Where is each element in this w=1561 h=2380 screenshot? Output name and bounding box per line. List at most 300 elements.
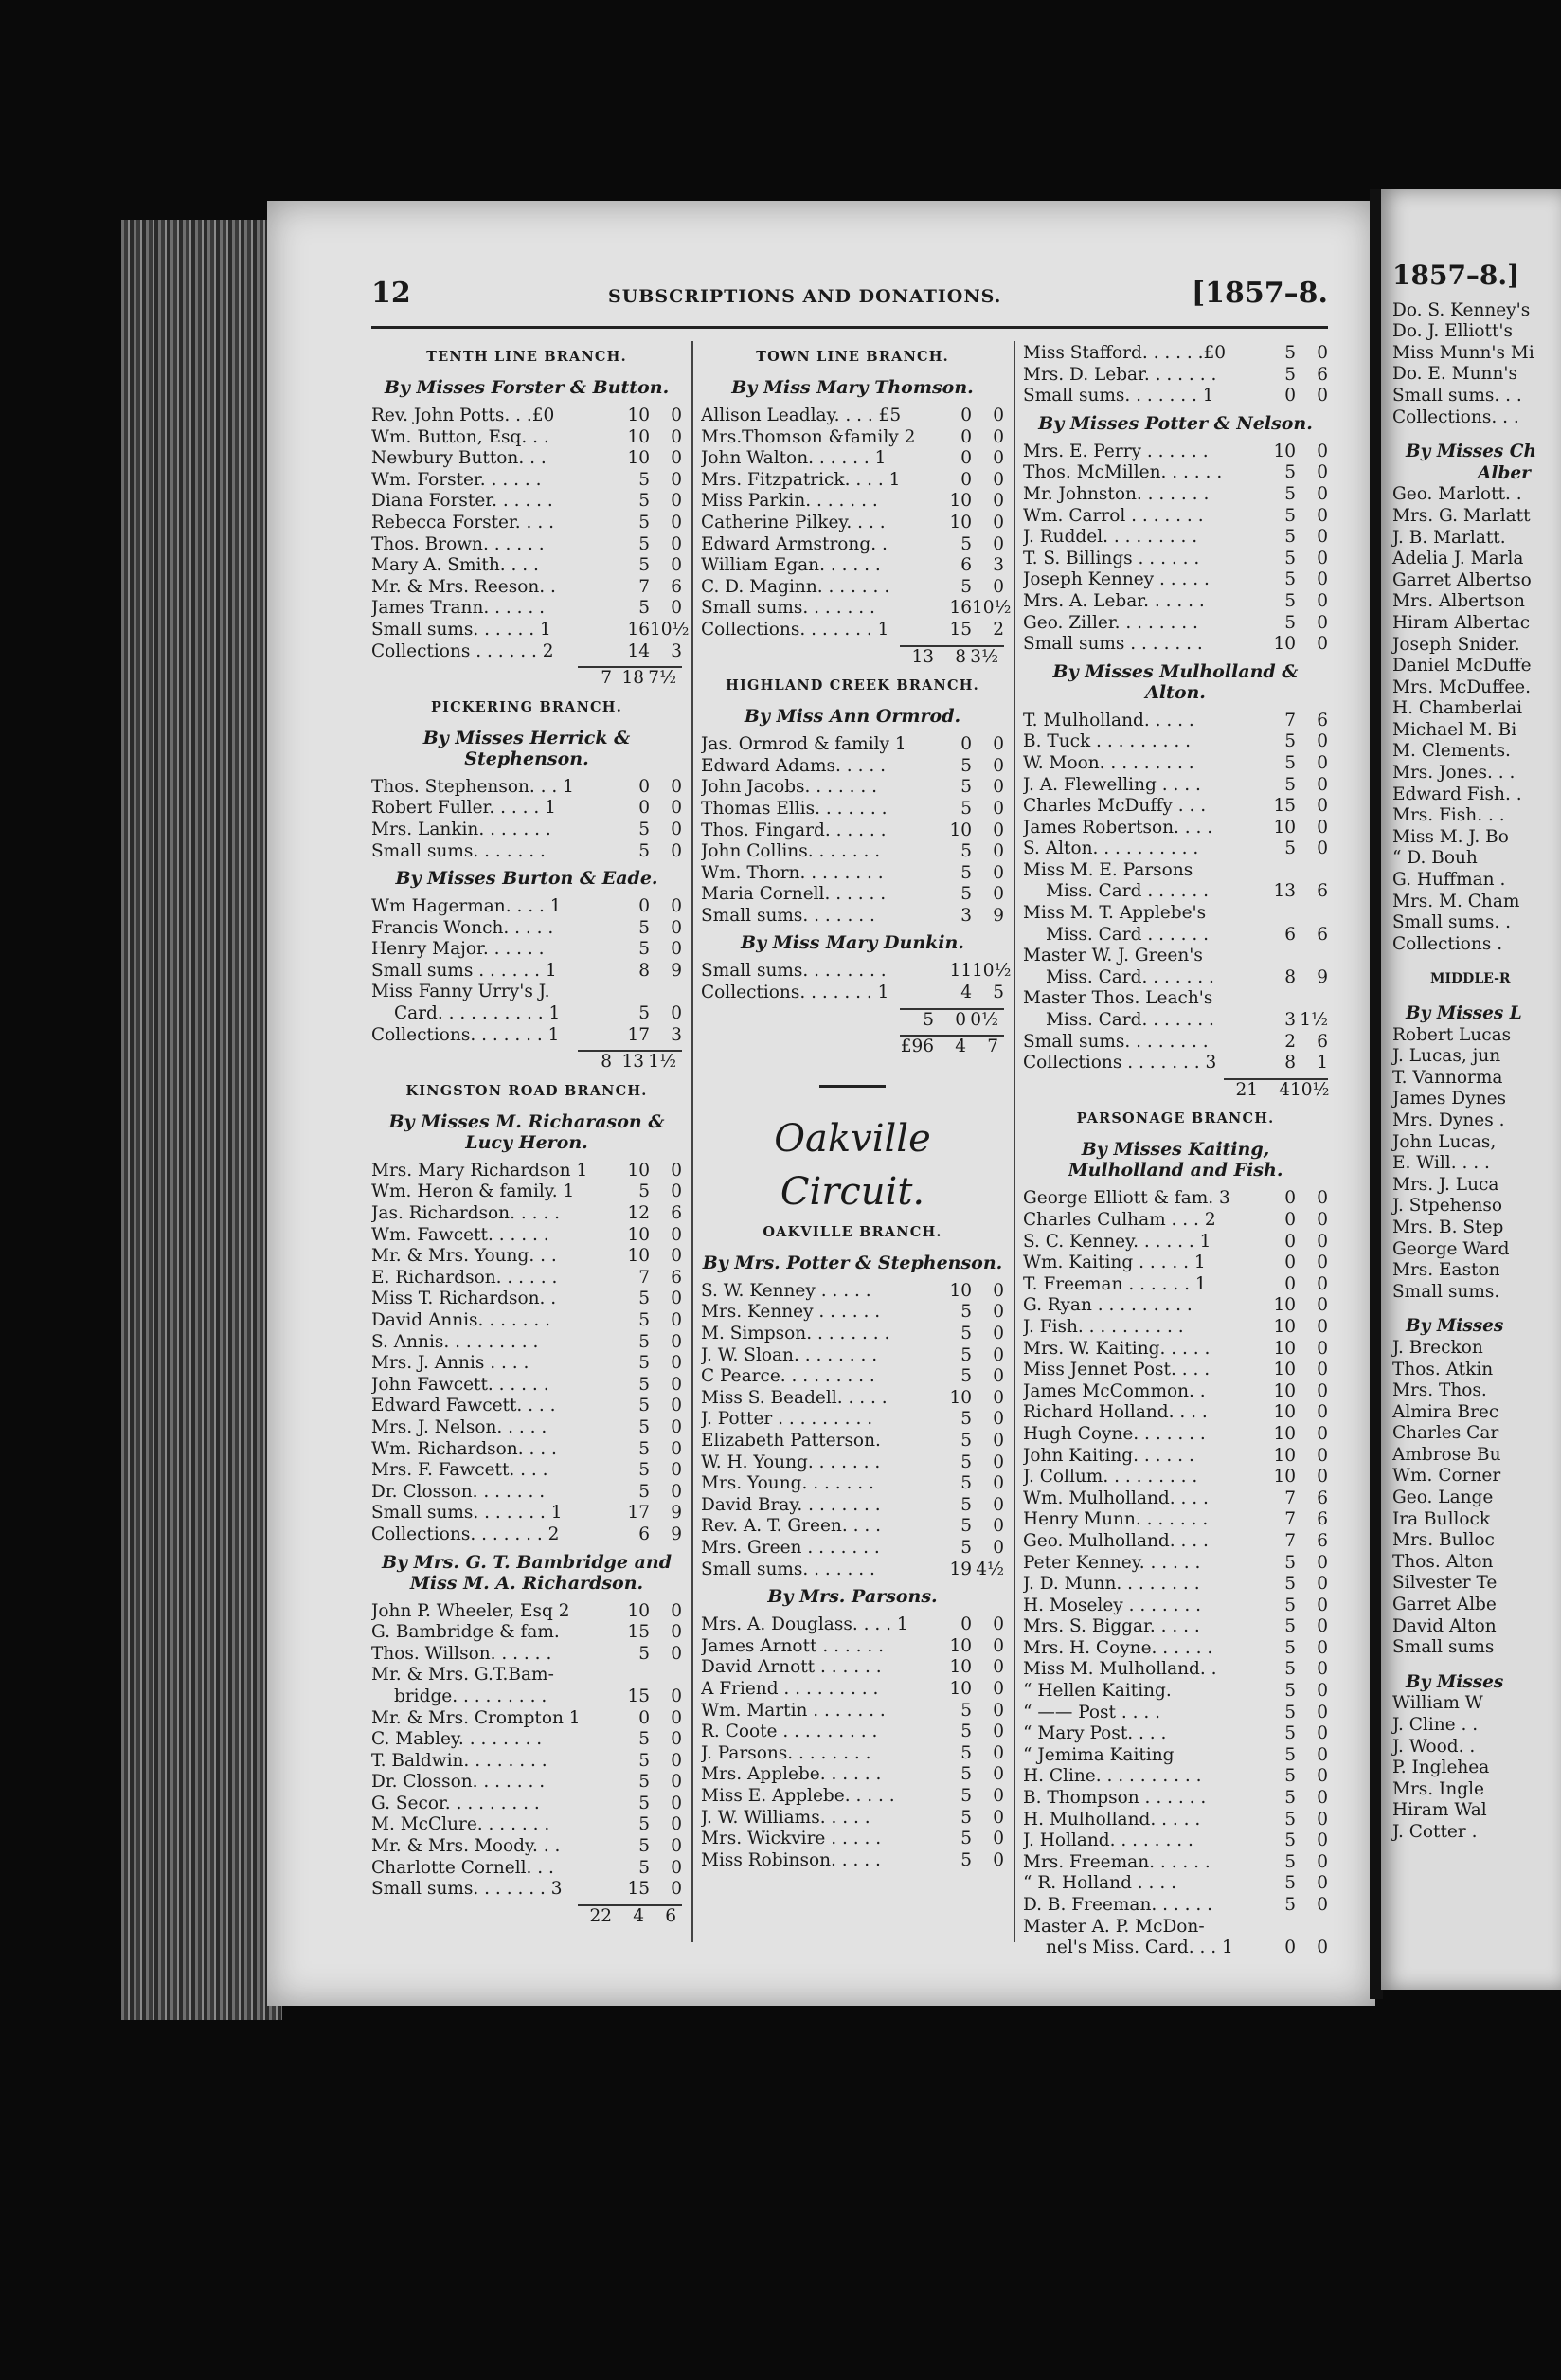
amount-shillings (1264, 1917, 1296, 1938)
amount-shillings: 5 (960, 1431, 972, 1451)
total-row (371, 1904, 682, 1926)
amount-pence: 0 (1317, 1423, 1328, 1444)
amount-shillings: 5 (638, 1416, 650, 1437)
amount-pence: 0 (1317, 1744, 1328, 1765)
entry-name: James Trann. . . . . . (371, 598, 546, 619)
entry-row (1023, 881, 1328, 903)
amount-pence: 0 (1317, 1659, 1328, 1680)
amount-pence: 0 (993, 1366, 1004, 1387)
entry-name: Geo. Mulholland. . . . (1023, 1530, 1209, 1551)
entry-name: Dr. Closson. . . . . . . (371, 1481, 546, 1502)
entry-row (1023, 1317, 1328, 1339)
amount-pence: 0 (1317, 462, 1328, 483)
entry-row (1023, 1467, 1328, 1488)
amount-pence: 6 (1317, 1509, 1328, 1530)
amount-shillings: 5 (638, 1772, 650, 1793)
total-amount (578, 1904, 682, 1926)
amount-pence: 0 (1317, 569, 1328, 590)
amount-pence: 0 (671, 1246, 682, 1267)
amount-pence: 2 (993, 619, 1004, 640)
entry-name: Mr. & Mrs. Reeson. . (371, 576, 556, 597)
entry-name: Mrs. H. Coyne. . . . . . (1023, 1637, 1213, 1658)
amount-pence: 0 (671, 598, 682, 619)
entry-name: Small sums. . . . . . . (701, 1559, 875, 1579)
entry-name: Wm. Fawcett. . . . . . (371, 1224, 549, 1245)
amount-pence: 0 (671, 939, 682, 960)
amount-pence: 9 (671, 1503, 682, 1524)
amount-shillings: 8 (955, 646, 966, 667)
entry-name: John Fawcett. . . . . . (371, 1374, 549, 1395)
page-title: SUBSCRIPTIONS AND DONATIONS. (608, 286, 1002, 307)
entry-row (371, 961, 682, 983)
amount-pence: 0 (1317, 1316, 1328, 1337)
entry-name: Mrs. Young. . . . . . . (701, 1473, 874, 1494)
amount-shillings: 5 (638, 1814, 650, 1835)
entry-name: J. Ruddel. . . . . . . . . (1023, 527, 1198, 548)
right-page-line: Mrs. Ingle (1392, 1778, 1484, 1799)
entry-row (371, 1025, 682, 1047)
entry-row (371, 641, 682, 663)
entry-row (1023, 1010, 1328, 1032)
right-page-line (1392, 1659, 1536, 1672)
amount-shillings: 5 (1284, 1766, 1296, 1787)
column-2 (701, 343, 1012, 1871)
amount-pence (1296, 946, 1328, 967)
amount-pence: 0 (1317, 343, 1328, 363)
amount-shillings: 5 (1284, 1744, 1296, 1765)
amount-shillings (618, 1665, 650, 1686)
amount-pence: 0 (993, 1678, 1004, 1699)
entry-name: Wm. Heron & family. 1 (371, 1181, 575, 1202)
amount-shillings: 10 (1273, 1295, 1296, 1316)
amount-pence: 0 (993, 1657, 1004, 1678)
entry-name: W. H. Young. . . . . . . (701, 1451, 881, 1472)
amount-pence: 0 (1317, 1681, 1328, 1702)
amount-shillings: 15 (627, 1622, 650, 1643)
amount-pence: 0 (671, 406, 682, 425)
entry-row (1023, 1488, 1328, 1510)
entry-name: Mr. & Mrs. Moody. . . (371, 1836, 561, 1857)
entry-name: J. A. Flewelling . . . . (1023, 774, 1201, 795)
amount-shillings: 5 (960, 1409, 972, 1430)
branch-heading: OAKVILLE BRANCH. (763, 1223, 942, 1240)
right-page-line: Mrs. J. Luca (1392, 1174, 1499, 1195)
amount-pence: 0 (1317, 1188, 1328, 1209)
amount-shillings: 5 (1284, 462, 1296, 483)
entry-name: J. Fish. . . . . . . . . . (1023, 1316, 1184, 1337)
entry-row (371, 1524, 682, 1546)
right-page-line: Geo. Marlott. . (1392, 484, 1522, 505)
amount-pence: 6 (665, 1905, 676, 1926)
amount-shillings: 0 (1284, 1253, 1296, 1273)
amount-shillings: 5 (960, 1849, 972, 1870)
entry-row (371, 896, 682, 918)
entry-row (371, 619, 690, 641)
entry-row (371, 1225, 682, 1247)
entry-name: Miss Robinson. . . . . (701, 1849, 881, 1870)
entry-name: H. Moseley . . . . . . . (1023, 1595, 1202, 1615)
amount-shillings (618, 982, 650, 1003)
entry-name: Wm. Carrol . . . . . . . (1023, 505, 1204, 526)
amount-pence: 0 (671, 533, 682, 554)
right-page-line: Alber (1478, 462, 1531, 483)
entry-name: J. W. Sloan. . . . . . . . (701, 1344, 878, 1365)
right-page-line: H. Chamberlai (1392, 698, 1523, 719)
entry-name: John Kaiting. . . . . . (1023, 1445, 1194, 1466)
amount-pence: 0 (993, 1807, 1004, 1828)
entry-name: Edward Adams. . . . . (701, 755, 886, 776)
entry-row (701, 1560, 1004, 1581)
amount-pence: 6 (1317, 924, 1328, 945)
amount-shillings: 5 (1284, 1552, 1296, 1573)
entry-row (1023, 613, 1328, 635)
branch-heading: HIGHLAND CREEK BRANCH. (726, 677, 979, 694)
collector-heading: By Miss Mary Thomson. (731, 377, 974, 398)
entry-row (701, 1808, 1004, 1830)
amount-shillings: 5 (1284, 548, 1296, 568)
amount-shillings: 8 (1284, 1053, 1296, 1073)
entry-row (1023, 1616, 1328, 1638)
amount-pence: 0 (993, 1614, 1004, 1635)
entry-name: John Jacobs. . . . . . . (701, 777, 877, 798)
right-page-line: Small sums (1392, 1637, 1495, 1658)
collector-heading: By Mrs. Parsons. (767, 1586, 938, 1608)
amount-shillings: 10 (627, 448, 650, 469)
entry-row (1023, 386, 1328, 407)
amount-shillings: 5 (1284, 612, 1296, 633)
entry-row (701, 1679, 1004, 1701)
amount-pence: 0 (1317, 1295, 1328, 1316)
page-year: [1857–8. (1191, 277, 1328, 310)
amount-shillings: 5 (1284, 1616, 1296, 1637)
amount-pence: 0 (671, 896, 682, 917)
entry-name: David Arnott . . . . . . (701, 1657, 882, 1678)
amount-shillings: 5 (960, 862, 972, 883)
amount-pence: 0 (671, 1857, 682, 1878)
amount-shillings: 5 (960, 1829, 972, 1849)
amount-shillings: 5 (638, 512, 650, 532)
amount-pence: 0 (1317, 590, 1328, 611)
entry-name: Collections. . . . . . . 2 (371, 1524, 560, 1544)
amount-shillings: 5 (638, 1310, 650, 1330)
amount-pence: 0 (671, 1729, 682, 1750)
right-page-line: P. Inglehea (1392, 1758, 1490, 1778)
amount-shillings: 5 (960, 1366, 972, 1387)
amount-pence: 0 (993, 1409, 1004, 1430)
entry-name: “ Hellen Kaiting. (1023, 1681, 1172, 1702)
total-row (1023, 1078, 1328, 1100)
entry-name: C Pearce. . . . . . . . . (701, 1366, 875, 1387)
entry-name: Small sums. . . . . . . (701, 598, 875, 619)
amount-pence: 6 (1317, 1031, 1328, 1052)
entry-name: John P. Wheeler, Esq 2 (371, 1600, 570, 1621)
amount-shillings: 12 (627, 1203, 650, 1224)
right-page-line: Garret Albertso (1392, 569, 1532, 590)
right-page-line: Miss M. J. Bo (1392, 826, 1509, 847)
entry-row (371, 427, 682, 449)
right-page-line: Charles Car (1392, 1423, 1499, 1444)
entry-name: Miss M. E. Parsons (1023, 859, 1193, 880)
entry-name: George Elliott & fam. 3 (1023, 1188, 1230, 1209)
amount-pence: 3 (671, 1024, 682, 1045)
entry-row (371, 1161, 682, 1182)
amount-shillings: 4 (955, 1037, 966, 1057)
entry-name: D. B. Freeman. . . . . . (1023, 1895, 1213, 1915)
entry-row (371, 1332, 682, 1354)
total-row (701, 1035, 1004, 1056)
amount-pence: 0 (993, 406, 1004, 425)
amount-shillings: 10 (1273, 1316, 1296, 1337)
right-page-line (1392, 990, 1536, 1003)
amount-pence: 0 (1317, 1938, 1328, 1958)
right-page-line: Collections. . . (1392, 406, 1519, 427)
right-page-text (1392, 260, 1536, 1844)
amount-pence: 0 (1317, 1552, 1328, 1573)
entry-row (701, 577, 1004, 599)
entry-name: Mrs. D. Lebar. . . . . . . (1023, 364, 1217, 385)
entry-name: Small sums . . . . . . . (1023, 634, 1203, 655)
amount-pence: 0 (1317, 774, 1328, 795)
entry-name: John Walton. . . . . . 1 (701, 448, 887, 469)
entry-name: Miss Parkin. . . . . . . (701, 491, 878, 512)
entry-row (701, 1829, 1004, 1850)
entry-row (1023, 1681, 1328, 1703)
entry-row (701, 1452, 1004, 1474)
amount-pence: 0 (1317, 1766, 1328, 1787)
entry-name: Mrs. Applebe. . . . . . (701, 1764, 882, 1785)
entry-name: Wm. Martin . . . . . . . (701, 1700, 886, 1721)
amount-pence: 0 (671, 1643, 682, 1664)
entry-name: Wm Hagerman. . . . 1 (371, 896, 562, 917)
right-page-line (1392, 955, 1536, 968)
entry-row (1023, 1531, 1328, 1553)
amount-pence: 0 (671, 1836, 682, 1857)
amount-shillings: 5 (960, 1537, 972, 1558)
right-page-line: Mrs. McDuffee. (1392, 676, 1532, 697)
amount-pence: 0 (1317, 612, 1328, 633)
right-page-line: Geo. Lange (1392, 1488, 1494, 1508)
right-page-line: William W (1392, 1693, 1483, 1714)
amount-pence: 10½ (972, 961, 1012, 982)
entry-name: Charles Culham . . . 2 (1023, 1210, 1216, 1230)
entry-name: Dr. Closson. . . . . . . (371, 1772, 546, 1793)
amount-shillings: 5 (638, 1353, 650, 1374)
amount-pence: 0 (993, 1635, 1004, 1656)
entry-row (1023, 775, 1328, 797)
entry-row (1023, 343, 1328, 365)
right-page-line: J. Lucas, jun (1392, 1046, 1501, 1067)
amount-pence: 1 (1317, 1053, 1328, 1073)
amount-pence: 0 (1317, 1253, 1328, 1273)
right-page-line: Small sums. . . (1392, 385, 1522, 406)
entry-row (701, 1431, 1004, 1452)
amount-shillings: 15 (949, 619, 972, 640)
amount-shillings: 5 (638, 1374, 650, 1395)
right-page-line: Adelia J. Marla (1392, 549, 1524, 569)
amount-pence: 0 (993, 1302, 1004, 1323)
entry-name: Miss. Card. . . . . . . (1046, 966, 1214, 987)
right-page-line: Do. E. Munn's (1392, 364, 1517, 385)
amount-shillings: 5 (1284, 1637, 1296, 1658)
amount-pence (1296, 1917, 1328, 1938)
entry-name: Wm. Kaiting . . . . . 1 (1023, 1253, 1206, 1273)
entry-row (371, 1289, 682, 1310)
amount-shillings: 3 (960, 905, 972, 926)
amount-pence: 0 (671, 1707, 682, 1728)
amount-pence: 0 (1317, 505, 1328, 526)
entry-row (371, 1751, 682, 1773)
entry-name: Mrs. Fitzpatrick. . . . 1 (701, 469, 901, 490)
amount-shillings: 5 (1284, 774, 1296, 795)
amount-shillings: 5 (1284, 1595, 1296, 1615)
entry-row (1023, 1295, 1328, 1317)
right-page-line: Ambrose Bu (1392, 1444, 1501, 1465)
amount-shillings: 4 (960, 983, 972, 1003)
entry-name: Thos. Brown. . . . . . (371, 533, 545, 554)
entry-row (1023, 1509, 1328, 1531)
left-page (267, 201, 1375, 2006)
amount-shillings: 5 (1284, 1809, 1296, 1830)
entry-name: Edward Armstrong. . (701, 533, 888, 554)
entry-name: S. W. Kenney . . . . . (701, 1280, 871, 1301)
amount-shillings: 0 (1284, 386, 1296, 406)
amount-shillings: 5 (638, 1729, 650, 1750)
right-page-line: E. Will. . . . (1392, 1153, 1490, 1174)
entry-row (371, 1203, 682, 1225)
right-page-line: Thos. Alton (1392, 1551, 1494, 1572)
column-1 (371, 343, 690, 1931)
amount-pence (1296, 988, 1328, 1010)
entry-row (1023, 860, 1328, 882)
amount-pence: 0 (1317, 1574, 1328, 1595)
amount-shillings: 0 (1284, 1231, 1296, 1252)
amount-pence (650, 1665, 682, 1686)
entry-name: 8 (601, 1052, 612, 1072)
amount-pence: 0 (993, 1431, 1004, 1451)
entry-name: T. Freeman . . . . . . 1 (1023, 1273, 1207, 1294)
amount-pence: 0 (1317, 731, 1328, 752)
amount-shillings: 11 (949, 961, 972, 982)
amount-shillings: 0 (960, 406, 972, 425)
amount-shillings: 5 (1284, 752, 1296, 773)
entry-row (701, 1614, 1004, 1636)
entry-row (1023, 711, 1328, 732)
amount-shillings: 5 (1284, 731, 1296, 752)
amount-shillings: 6 (1284, 924, 1296, 945)
right-page-line: By Misses L (1406, 1003, 1522, 1023)
amount-shillings: 10 (627, 1246, 650, 1267)
amount-shillings: 5 (960, 1344, 972, 1365)
entry-name: J. Holland. . . . . . . . (1023, 1830, 1193, 1851)
entry-name: Thos. Willson. . . . . . (371, 1643, 552, 1664)
amount-pence: 0 (1317, 1231, 1328, 1252)
entry-name: J. Potter . . . . . . . . . (701, 1409, 873, 1430)
amount-pence: 0 (1317, 1595, 1328, 1615)
right-page-line: Garret Albe (1392, 1595, 1497, 1615)
amount-pence: 10½ (1290, 1079, 1330, 1100)
amount-shillings: 5 (960, 1764, 972, 1785)
amount-pence: 0 (671, 448, 682, 469)
entry-row (1023, 753, 1328, 775)
amount-shillings: 5 (638, 1289, 650, 1309)
amount-pence: 0 (993, 755, 1004, 776)
right-page-line: By Misses (1406, 1671, 1504, 1692)
amount-pence: 0 (671, 1438, 682, 1459)
entry-name: Geo. Ziller. . . . . . . . (1023, 612, 1198, 633)
entry-row (371, 798, 682, 820)
amount-pence: 0 (993, 1722, 1004, 1742)
amount-pence: 0 (1317, 1873, 1328, 1894)
entry-name: Mrs. J. Nelson. . . . . (371, 1416, 547, 1437)
right-page-line: David Alton (1392, 1615, 1497, 1636)
entry-row (701, 620, 1004, 641)
entry-name: Mrs. Lankin. . . . . . . (371, 819, 551, 839)
amount-shillings: 5 (638, 840, 650, 861)
entry-row (371, 1794, 682, 1815)
entry-row (371, 1003, 682, 1025)
amount-shillings: 0 (638, 896, 650, 917)
entry-row (371, 820, 682, 841)
amount-pence: 0 (1317, 1830, 1328, 1851)
amount-pence: 0 (1317, 796, 1328, 817)
amount-shillings: 15 (1273, 796, 1296, 817)
amount-pence: 0 (671, 1160, 682, 1181)
entry-row (1023, 925, 1328, 947)
entry-row (1023, 1402, 1328, 1424)
entry-name: Richard Holland. . . . (1023, 1402, 1208, 1423)
amount-shillings (1264, 988, 1296, 1010)
right-page-line: Mrs. Thos. (1392, 1380, 1487, 1401)
amount-pence: 7 (987, 1037, 998, 1057)
amount-pence: 0 (671, 1310, 682, 1330)
entry-name: David Bray. . . . . . . . (701, 1494, 881, 1515)
amount-shillings: 0 (638, 776, 650, 797)
branch-heading: KINGSTON ROAD BRANCH. (405, 1082, 648, 1099)
amount-shillings: 5 (638, 1643, 650, 1664)
amount-pence: 0 (671, 1396, 682, 1416)
entry-name: Mrs. F. Fawcett. . . . (371, 1460, 548, 1481)
entry-name: Mrs. Wickvire . . . . . (701, 1829, 882, 1849)
amount-shillings: 8 (638, 960, 650, 981)
entry-name: Card. . . . . . . . . . 1 (394, 1003, 561, 1024)
entry-row (701, 906, 1004, 928)
entry-row (701, 1388, 1004, 1410)
amount-shillings: 5 (960, 1807, 972, 1828)
entry-name: David Annis. . . . . . . (371, 1310, 551, 1330)
right-page-line: Ira Bullock (1392, 1508, 1491, 1529)
amount-pence: 0 (1317, 1210, 1328, 1230)
entry-name: Elizabeth Patterson. (701, 1431, 881, 1451)
entry-row (1023, 442, 1328, 463)
amount-shillings: 7 (1284, 1488, 1296, 1508)
amount-shillings: 5 (638, 1438, 650, 1459)
total-amount (578, 666, 682, 688)
entry-name: Miss Jennet Post. . . . (1023, 1360, 1211, 1380)
amount-shillings: 0 (1284, 1210, 1296, 1230)
amount-shillings: 0 (960, 734, 972, 755)
amount-pence: 0 (993, 884, 1004, 905)
entry-name: Charlotte Cornell. . . (371, 1857, 554, 1878)
amount-pence: 0 (1317, 1723, 1328, 1744)
entry-name: Thos. McMillen. . . . . . (1023, 462, 1223, 483)
amount-shillings: 5 (1284, 527, 1296, 548)
entry-name: Edward Fawcett. . . . (371, 1396, 556, 1416)
amount-shillings: 10 (949, 1387, 972, 1408)
entry-name: Mrs. A. Lebar. . . . . . (1023, 590, 1205, 611)
amount-pence: 0 (993, 1785, 1004, 1806)
entry-name: James Robertson. . . . (1023, 817, 1213, 838)
right-page-line: Mrs. Jones. . . (1392, 763, 1516, 784)
